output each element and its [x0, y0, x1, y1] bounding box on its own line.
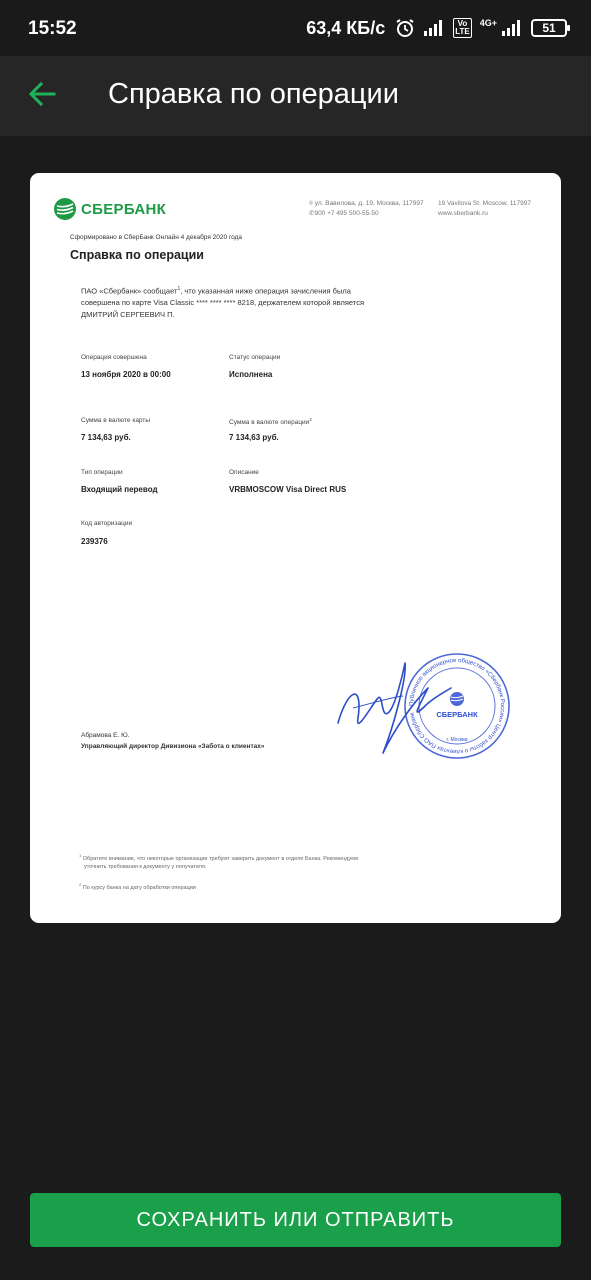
signal-icon-2 [501, 19, 523, 37]
document-title: Справка по операции [70, 248, 204, 262]
battery-icon [531, 19, 567, 37]
volte-icon: Vo LTE [455, 19, 470, 36]
card-amount-value: 7 134,63 руб. [81, 433, 131, 442]
status-time: 15:52 [28, 18, 77, 39]
sberbank-logo-icon [53, 197, 77, 221]
operation-certificate [30, 173, 561, 923]
logo-text: СБЕРБАНК [81, 200, 167, 218]
op-amount-label: Сумма в валюте операции$^2$ [229, 417, 312, 427]
network-type: 4G+ [479, 18, 497, 28]
desc-label: Описание [229, 469, 259, 476]
back-button[interactable] [22, 76, 62, 116]
formed-date: Сформировано в СберБанк Онлайн 4 декабря 2020 года [70, 234, 243, 241]
arrow-left-icon [28, 81, 56, 112]
battery-level: 51 [542, 21, 556, 35]
intro-text: ПАО «Сбербанк» сообщает$^1$, что указанная ниже операция зачисления была совершена по карте Visa Classic **** **** **** 8218, держателем которой является ДМИТРИЙ СЕРГЕЕВИЧ П. [81, 286, 365, 319]
signal-icon [423, 19, 445, 37]
status-label: Статус операции [229, 354, 281, 361]
date-label: Операция совершена [81, 354, 147, 361]
op-amount-value: 7 134,63 руб. [229, 433, 279, 442]
signer-name: Абрамова Е. Ю. [81, 732, 130, 739]
status-value: Исполнена [229, 370, 273, 379]
phone: ✆900 +7 495 500-55-50 [309, 210, 379, 217]
phone-icon: ✆ [309, 210, 315, 217]
date-value: 13 ноября 2020 в 00:00 [81, 370, 171, 379]
save-or-send-button[interactable]: СОХРАНИТЬ ИЛИ ОТПРАВИТЬ [30, 1193, 561, 1247]
desc-value: VRBMOSCOW Visa Direct RUS [229, 485, 347, 494]
location-icon: ⌾ [309, 200, 313, 207]
auth-code-value: 239376 [81, 537, 108, 546]
page-title: Справка по операции [108, 78, 399, 110]
app-bar [0, 56, 591, 136]
card-amount-label: Сумма в валюте карты [81, 417, 151, 424]
footnote-2: $^2$ По курсу банка на дату обработки операции [79, 882, 196, 891]
svg-text:Публичное акционерное общество: Публичное акционерное общество «Сбербанк России» Центр заботы о клиентах ПАО Сбербанк [408, 657, 506, 755]
website: www.sberbank.ru [438, 210, 488, 217]
address-ru: ⌾ ул. Вавилова, д. 19, Москва, 117997 [309, 200, 424, 207]
footnote-1: $^1$ Обратите внимание, что некоторые организации требуют заверить документ в отделе Банка. Рекомендуем уточнить требования к документу у получателя. [79, 853, 358, 871]
type-value: Входящий перевод [81, 485, 158, 494]
network-speed: 63,4 КБ/с [306, 17, 386, 38]
address-en: 19 Vavilova St. Moscow, 117997 [438, 200, 531, 207]
status-bar [0, 0, 591, 56]
sberbank-logo [53, 197, 166, 221]
signature-image [333, 658, 453, 758]
alarm-icon [395, 18, 415, 38]
type-label: Тип операции [81, 469, 123, 476]
auth-code-label: Код авторизации [81, 520, 133, 527]
status-icons [306, 17, 567, 39]
svg-text:СБЕРБАНК: СБЕРБАНК [436, 710, 478, 719]
svg-text:г. Москва: г. Москва [446, 737, 468, 743]
signer-block [81, 730, 264, 752]
signer-title: Управляющий директор Дивизиона «Забота о клиентах» [81, 743, 265, 750]
